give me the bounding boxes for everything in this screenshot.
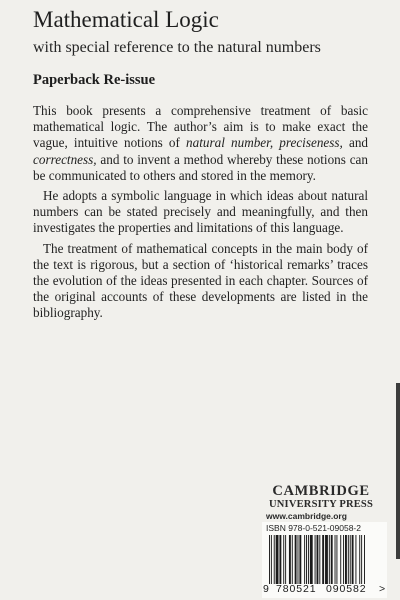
description-paragraph-2: He adopts a symbolic language in which ideas about natural numbers can be stated precisely and meaningfully, and then investigates the properties and limitations of this language. xyxy=(33,188,368,236)
barcode-bar xyxy=(285,535,286,584)
publisher-url: www.cambridge.org xyxy=(266,511,347,521)
barcode-bar xyxy=(359,535,360,584)
barcode-digits-right: 090582 xyxy=(326,583,367,595)
barcode-bar xyxy=(274,535,275,584)
barcode-bar xyxy=(319,535,320,584)
barcode-bar xyxy=(299,535,301,584)
book-subtitle: with special reference to the natural numbers xyxy=(33,39,321,56)
barcode-bar xyxy=(298,535,299,584)
spine-edge xyxy=(396,383,400,559)
barcode-bar xyxy=(279,535,281,584)
barcode-bar xyxy=(310,535,313,584)
barcode-bars xyxy=(269,535,383,584)
barcode-bar xyxy=(315,535,316,584)
barcode-bar xyxy=(348,535,349,584)
barcode-bar xyxy=(331,535,333,584)
barcode-bar xyxy=(271,535,272,584)
barcode-bar xyxy=(343,535,344,584)
barcode-bar xyxy=(276,535,279,584)
description xyxy=(33,103,368,322)
barcode-bar xyxy=(335,535,336,584)
publisher-name: CAMBRIDGE xyxy=(272,483,370,499)
edition-label: Paperback Re-issue xyxy=(33,72,156,88)
barcode-bar xyxy=(308,535,309,584)
barcode-digit-prefix: 9 xyxy=(263,583,269,595)
barcode-digits xyxy=(262,582,387,596)
barcode-bar xyxy=(329,535,330,584)
barcode-panel xyxy=(262,522,387,598)
barcode-bar xyxy=(295,535,297,584)
barcode-bar xyxy=(269,535,270,584)
publisher-subtitle: UNIVERSITY PRESS xyxy=(268,499,374,510)
barcode-bar xyxy=(317,535,319,584)
barcode-arrow: > xyxy=(379,583,386,595)
barcode-bar xyxy=(289,535,291,584)
description-paragraph-1: This book presents a comprehensive treatment of basic mathematical logic. The author’s aim is to make exact the vague, intuitive notions of natural number, preciseness, and correctness, and to invent a method whereby these notions can be communicated to others and stored in the memory. xyxy=(33,103,369,183)
barcode-bar xyxy=(292,535,293,584)
barcode-bar xyxy=(340,535,341,584)
barcode-digits-left: 780521 xyxy=(276,583,317,595)
barcode-bar xyxy=(355,535,356,584)
barcode-bar xyxy=(336,535,337,584)
publisher-logo xyxy=(258,484,384,522)
barcode-bar xyxy=(361,535,362,584)
barcode-bar xyxy=(352,535,354,584)
barcode-bar xyxy=(304,535,305,584)
description-paragraph-3: The treatment of mathematical concepts in the main body of the text is rigorous, but a section of ‘historical remarks’ traces the evolution of the ideas presented in each chapter. Sources of the original accounts of these developments are listed in the bibliography. xyxy=(33,240,368,321)
barcode-bar xyxy=(364,535,365,584)
barcode-bar xyxy=(306,535,307,584)
barcode-bar xyxy=(283,535,284,584)
isbn-label: ISBN 978-0-521-09058-2 xyxy=(266,523,361,533)
barcode-bar xyxy=(350,535,351,584)
barcode-bar xyxy=(322,535,324,584)
barcode-bar xyxy=(345,535,347,584)
book-title: Mathematical Logic xyxy=(33,7,219,32)
barcode-bar xyxy=(325,535,328,584)
